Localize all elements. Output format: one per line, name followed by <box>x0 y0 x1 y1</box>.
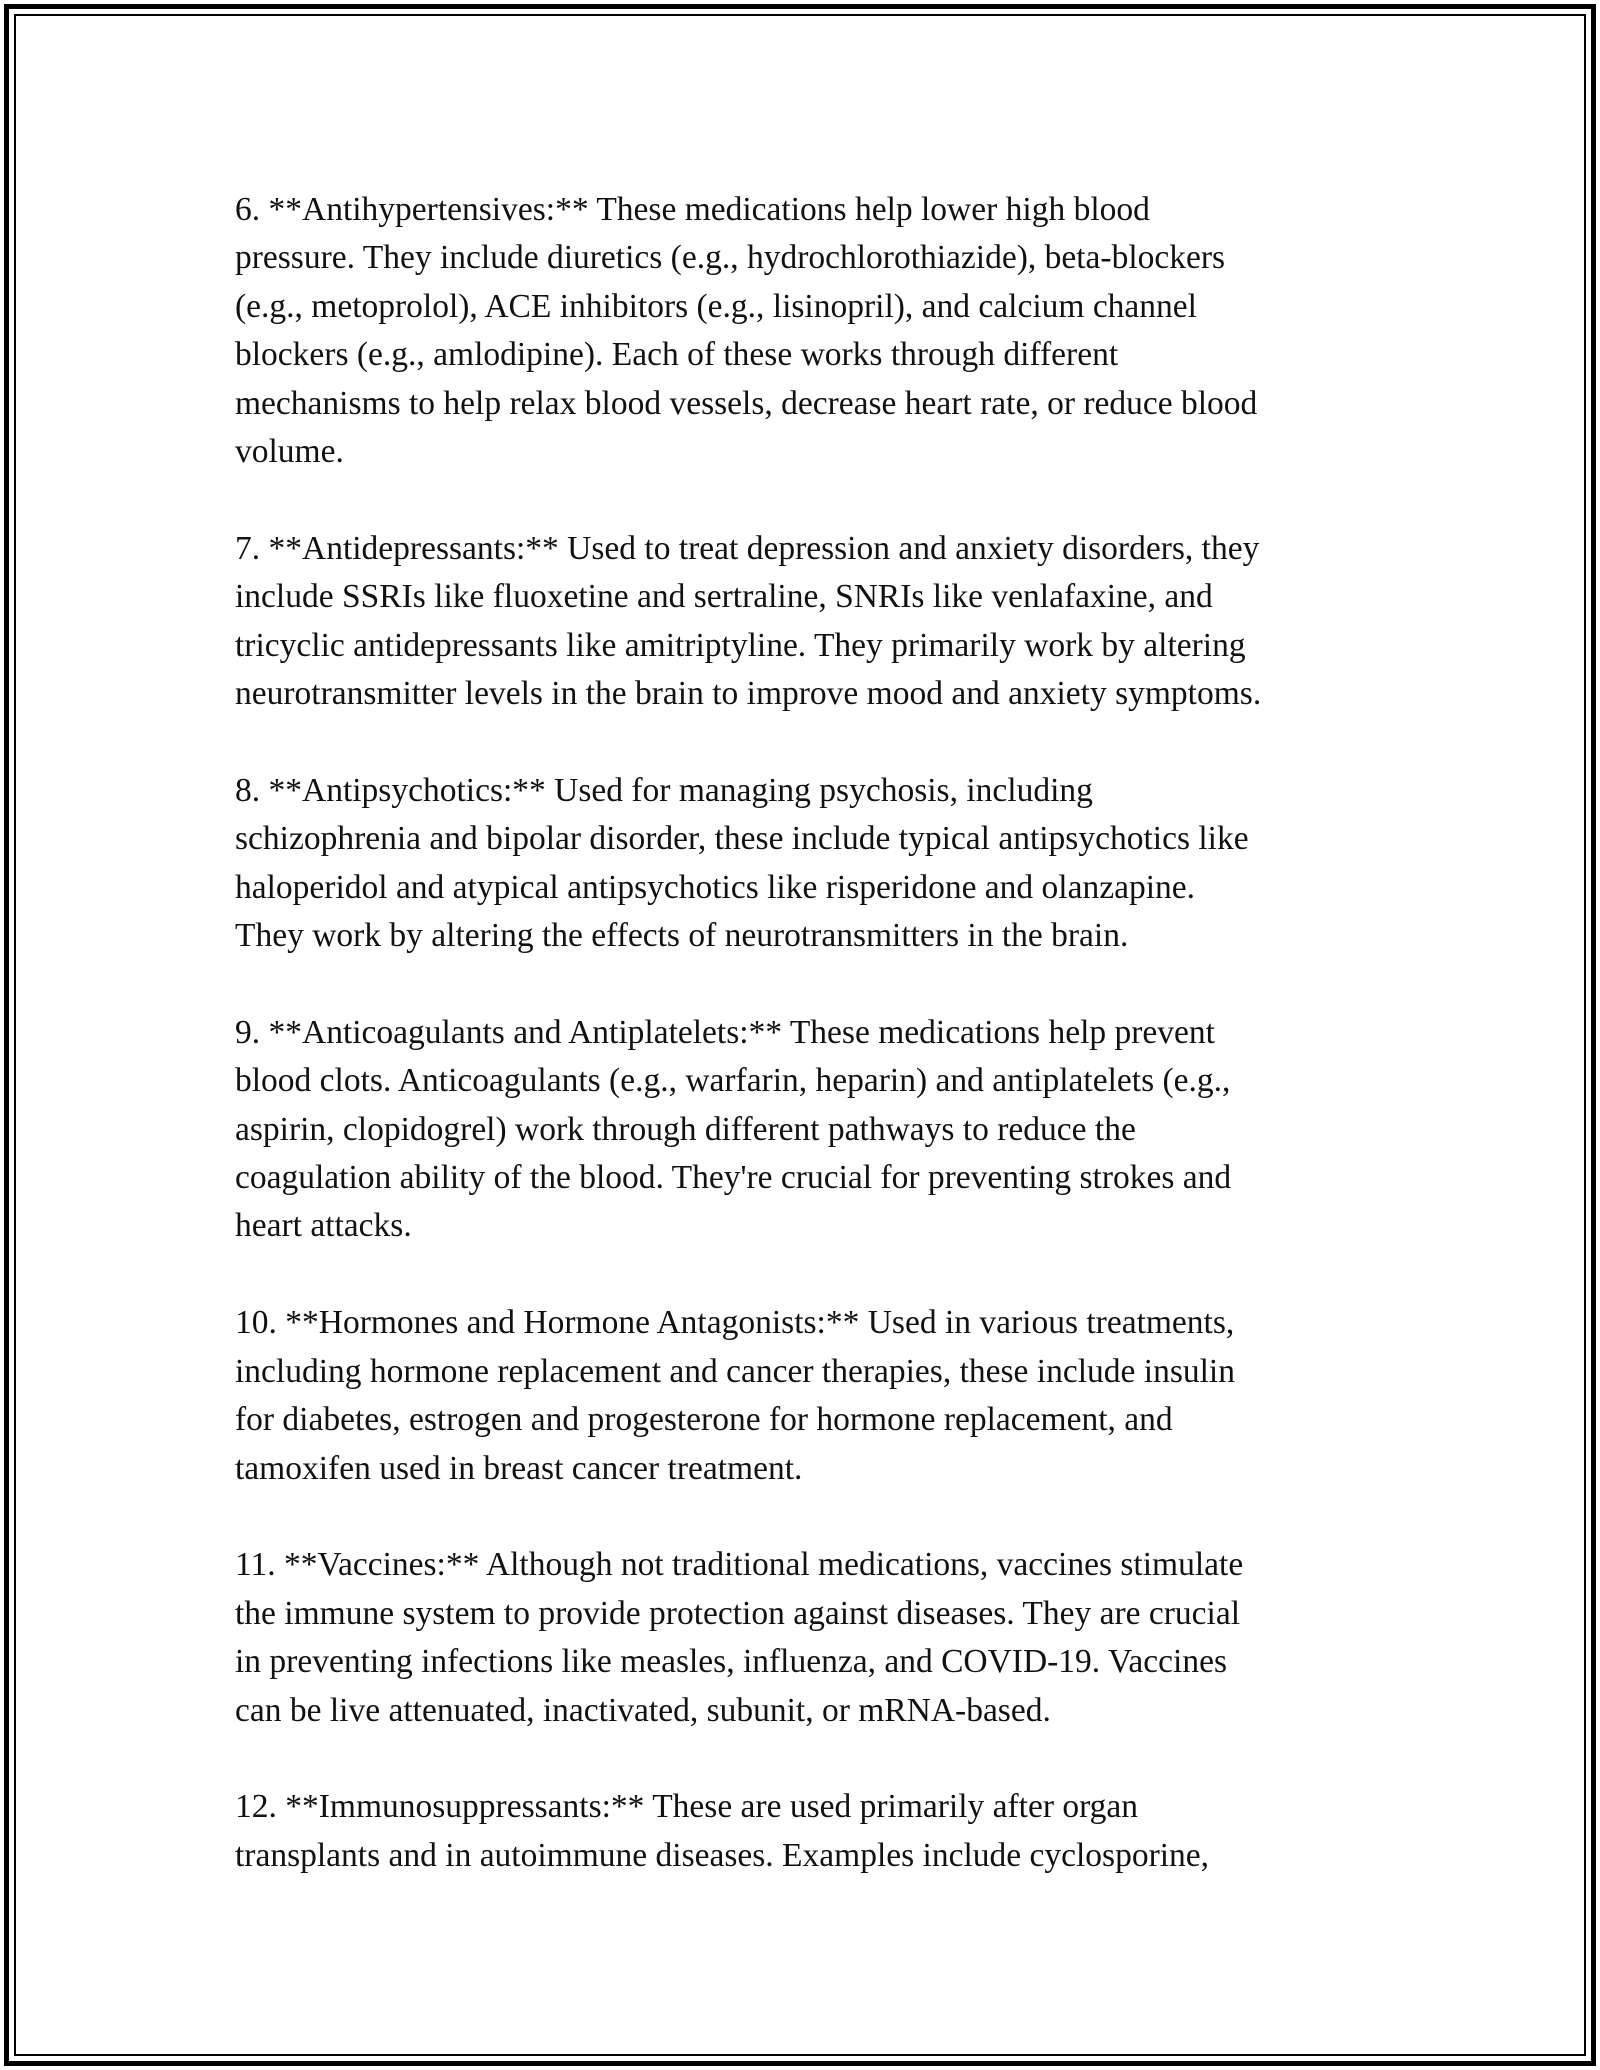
paragraph-antihypertensives: 6. **Antihypertensives:** These medications help lower high blood pressure. They include diuretics (e.g., hydrochlorothiazide), beta-blockers (e.g., metoprolol), ACE inhibitors (e.g., lisinopril), and calcium channel blockers (e.g., amlodipine). Each of these works through different mechanisms to help relax blood vessels, decrease heart rate, or reduce blood volume. <box>235 191 1258 471</box>
paragraph-vaccines: 11. **Vaccines:** Although not traditional medications, vaccines stimulate the immune system to provide protection against diseases. They are crucial in preventing infections like measles, influenza, and COVID-19. Vaccines can be live attenuated, inactivated, subunit, or mRNA-based. <box>235 1546 1244 1729</box>
paragraph-immunosuppressants: 12. **Immunosuppressants:** These are used primarily after organ transplants and in autoimmune diseases. Examples include cyclosporine, <box>235 1788 1210 1874</box>
paragraph-antidepressants: 7. **Antidepressants:** Used to treat depression and anxiety disorders, they include SSRIs like fluoxetine and sertraline, SNRIs like venlafaxine, and tricyclic antidepressants like amitriptyline. They primarily work by altering neurotransmitter levels in the brain to improve mood and anxiety symptoms. <box>235 529 1262 713</box>
paragraph-hormones: 10. **Hormones and Hormone Antagonists:** Used in various treatments, including hormone replacement and cancer therapies, these include insulin for diabetes, estrogen and progesterone for hormone replacement, and tamoxifen used in breast cancer treatment. <box>235 1304 1235 1487</box>
paragraph-antipsychotics: 8. **Antipsychotics:** Used for managing psychosis, including schizophrenia and bipolar disorder, these include typical antipsychotics like haloperidol and atypical antipsychotics like risperidone and olanzapine. They work by altering the effects of neurotransmitters in the brain. <box>235 771 1249 955</box>
document-body <box>235 186 1365 1929</box>
paragraph-anticoagulants: 9. **Anticoagulants and Antiplatelets:** These medications help prevent blood clots. Anticoagulants (e.g., warfarin, heparin) and antiplatelets (e.g., aspirin, clopidogrel) work through different pathways to reduce the coagulation ability of the blood. They're crucial for preventing strokes and heart attacks. <box>235 1013 1232 1245</box>
